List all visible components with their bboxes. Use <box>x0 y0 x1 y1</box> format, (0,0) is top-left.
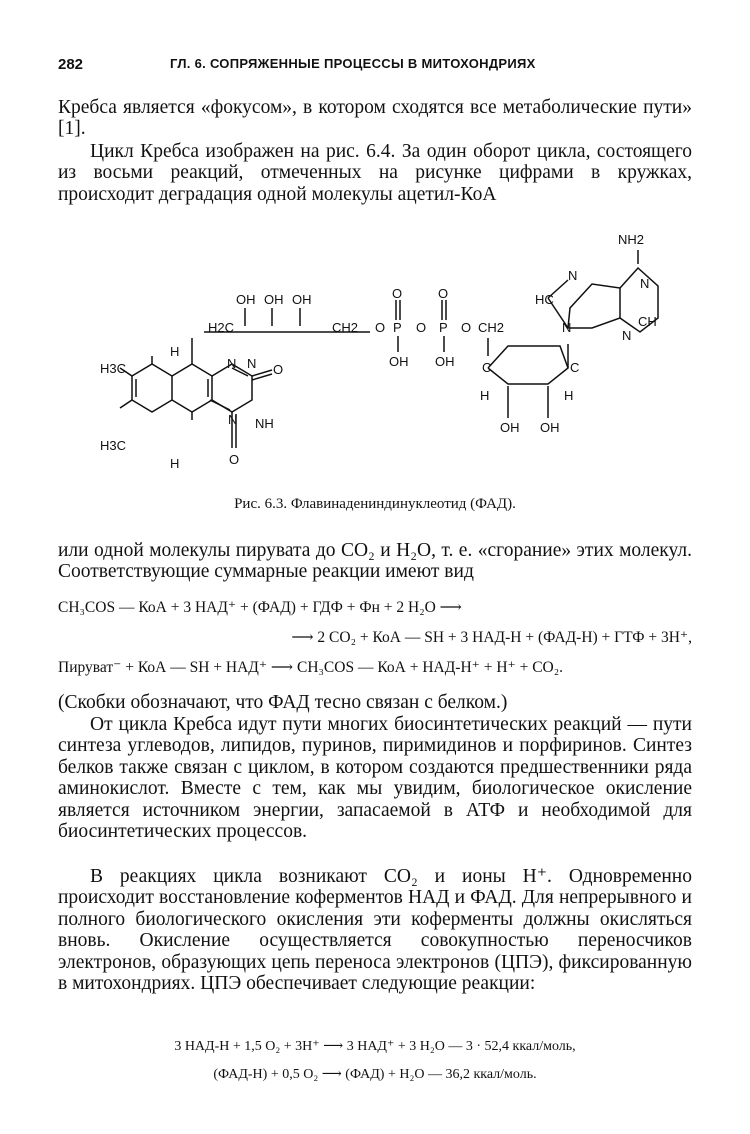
svg-text:OH: OH <box>435 354 455 369</box>
svg-text:O: O <box>461 320 472 335</box>
svg-text:OH: OH <box>292 292 312 307</box>
svg-text:OH: OH <box>389 354 409 369</box>
svg-text:H3C: H3C <box>100 361 127 376</box>
svg-text:C: C <box>482 360 492 375</box>
svg-text:H2C: H2C <box>208 320 235 335</box>
svg-text:H: H <box>170 456 180 471</box>
paragraph-2: Цикл Кребса изображен на рис. 6.4. За один оборот цикла, состоящего из восьми реакций, отмеченных на рисунке цифрами в кружках, происходит деградация одной молекулы ацетил-КоА <box>58 141 692 205</box>
svg-text:N: N <box>640 276 650 291</box>
svg-text:H: H <box>170 344 180 359</box>
reaction-2: Пируват⁻ + КоА — SH + НАД⁺ ⟶ CH₃COS — КоА + НАД-H⁺ + H⁺ + CO₂. <box>58 659 564 676</box>
ribityl-labels <box>208 292 358 335</box>
svg-text:O: O <box>392 286 403 301</box>
svg-text:P: P <box>393 320 402 335</box>
svg-text:N: N <box>562 320 572 335</box>
svg-text:P: P <box>439 320 448 335</box>
svg-text:OH: OH <box>264 292 284 307</box>
running-header <box>58 56 692 76</box>
svg-text:CH: CH <box>638 314 657 329</box>
svg-text:C: C <box>570 360 580 375</box>
running-title: ГЛ. 6. СОПРЯЖЕННЫЕ ПРОЦЕССЫ В МИТОХОНДРИЯХ <box>170 56 536 71</box>
svg-text:N: N <box>568 268 578 283</box>
paragraph-3: или одной молекулы пирувата до CO₂ и H₂O, т. е. «сгорание» этих молекул. Соответствующие суммарные реакции имеют вид <box>58 540 692 583</box>
svg-text:HC: HC <box>535 292 554 307</box>
svg-text:OH: OH <box>540 420 560 435</box>
svg-text:O: O <box>438 286 449 301</box>
paragraph-5: От цикла Кребса идут пути многих биосинтетических реакций — пути синтеза углеводов, липидов, пуринов, пиримидинов и порфиринов. Синтез белков также связан с циклом, в котором создаются предшественники ряда аминокислот. Вместе с тем, как мы увидим, биологическое окисление является источником энергии, запасаемой в АТФ и необходимой для биосинтетических процессов. <box>58 714 692 843</box>
svg-text:H3C: H3C <box>100 438 127 453</box>
svg-text:OH: OH <box>236 292 256 307</box>
svg-text:OH: OH <box>500 420 520 435</box>
paragraph-1: Кребса является «фокусом», в котором сходятся все метаболические пути» [1]. <box>58 97 692 140</box>
svg-text:NH: NH <box>255 416 274 431</box>
svg-text:H: H <box>480 388 490 403</box>
svg-text:N: N <box>227 356 237 371</box>
svg-text:O: O <box>416 320 427 335</box>
paragraph-6: В реакциях цикла возникают CO₂ и ионы H⁺. Одновременно происходит восстановление коферментов НАД и ФАД. Для непрерывного и полного биологического окисления эти коферменты должны окисляться вновь. Окисление осуществляется совокупностью переносчиков электронов, образующих цепь переноса электронов (ЦПЭ), фиксированную в митохондриях. ЦПЭ обеспечивает следующие реакции: <box>58 866 692 995</box>
figure-caption: Рис. 6.3. Флавинадениндинуклеотид (ФАД). <box>234 496 516 512</box>
page-number: 282 <box>58 56 84 73</box>
svg-text:NH2: NH2 <box>618 232 645 247</box>
svg-text:CH2: CH2 <box>332 320 359 335</box>
svg-text:O: O <box>273 362 284 377</box>
reaction-1-line-2: ⟶ 2 CO₂ + КоА — SH + 3 НАД-H + (ФАД-H) + ГТФ + 3H⁺, <box>291 629 692 646</box>
svg-text:H: H <box>564 388 574 403</box>
svg-text:N: N <box>247 356 257 371</box>
svg-text:CH2: CH2 <box>478 320 505 335</box>
svg-text:O: O <box>229 452 240 467</box>
phosphate-labels <box>375 286 504 369</box>
paragraph-4: (Скобки обозначают, что ФАД тесно связан с белком.) <box>58 692 508 713</box>
ribose-ring <box>488 338 568 418</box>
svg-text:N: N <box>228 412 238 427</box>
reaction-1-line-1: CH₃COS — КоА + 3 НАД⁺ + (ФАД) + ГДФ + Фн + 2 H₂O ⟶ <box>58 599 462 616</box>
isoalloxazine-ring <box>120 338 272 448</box>
svg-text:N: N <box>622 328 632 343</box>
etc-reaction-2: (ФАД-H) + 0,5 O₂ ⟶ (ФАД) + H₂O — 36,2 ккал/моль. <box>213 1067 537 1082</box>
etc-reaction-1: 3 НАД-H + 1,5 O₂ + 3H⁺ ⟶ 3 НАД⁺ + 3 H₂O — 3 · 52,4 ккал/моль, <box>174 1039 576 1054</box>
fad-structure-diagram <box>100 228 660 490</box>
svg-text:O: O <box>375 320 386 335</box>
